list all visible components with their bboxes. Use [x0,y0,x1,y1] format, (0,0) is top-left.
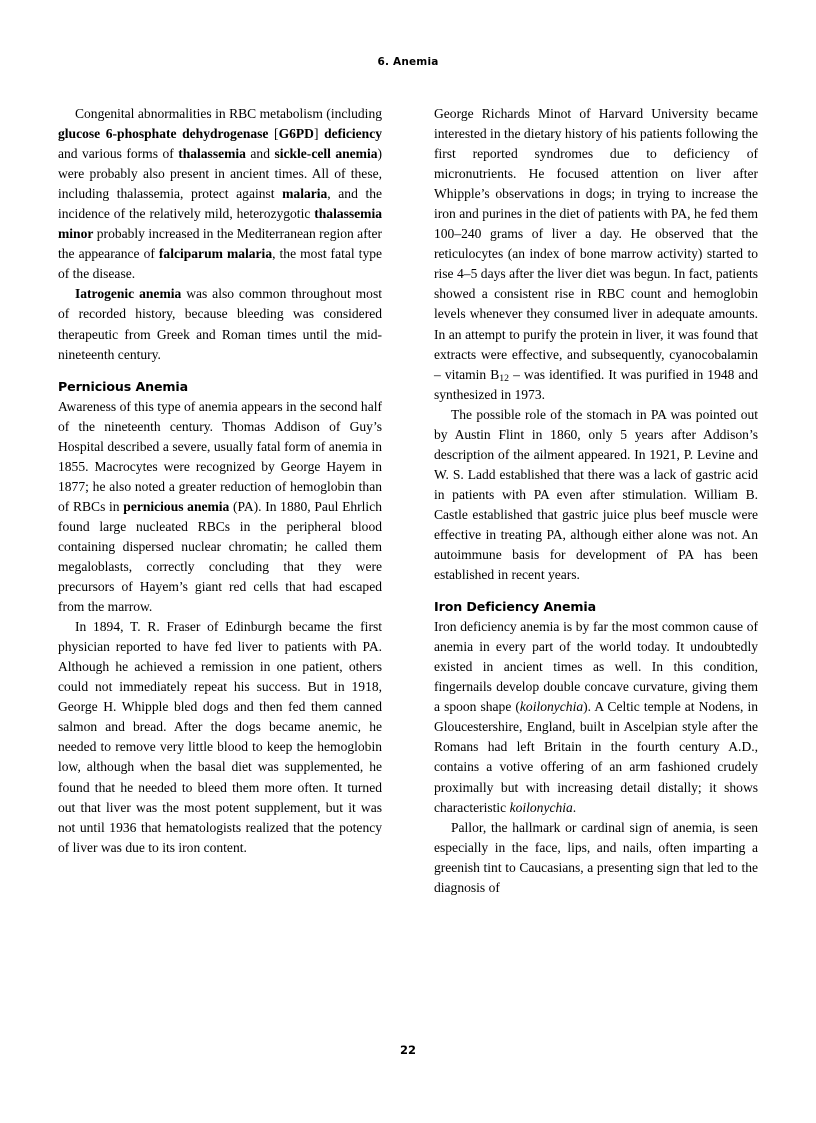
p-iron-def: Iron deficiency anemia is by far the most common cause of anemia in every part of the world today. It undoubtedly existed in ancient times as well. In this condition, fingernails develop double concave curvature, giving them a spoon shape (koilonychia). A Celtic temple at Nodens, in Gloucestershire, England, built in Ascelpian style after the Romans had left Britain in the fourth century A.D., contains a votive offering of an arm fashioned crudely proximally but with increasing detail distally; it shows characteristic koilonychia. [434,619,758,815]
left-column [58,104,382,1019]
section-heading-iron-deficiency-anemia: Iron Deficiency Anemia [434,599,597,615]
p-fraser: In 1894, T. R. Fraser of Edinburgh became the first physician reported to have fed liver to patients with PA. Although he achieved a remission in one patient, others could not immediately repeat his success. But in 1918, George H. Whipple bled dogs and then fed them canned salmon and bread. After the dogs became anemic, he needed to remove very little blood to keep the hemoglobin low, although when the basal diet was supplemented, he found that he needed to bleed them more often. It turned out that liver was the most potent supplement, but it was not until 1936 that hematologists realized that the potency of liver was due to its iron content. [58,619,382,855]
p-iatrogenic: Iatrogenic anemia was also common throughout most of recorded history, because bleeding was considered therapeutic from Greek and Roman times until the mid-nineteenth century. [58,286,382,362]
page-number: 22 [399,1043,416,1057]
p-awareness: Awareness of this type of anemia appears in the second half of the nineteenth century. Thomas Addison of Guy’s Hospital described a severe, usually fatal form of anemia in 1855. Macrocytes were recognized by George Hayem in 1877; he also noted a greater reduction of hemoglobin than of RBCs in pernicious anemia (PA). In 1880, Paul Ehrlich found large nucleated RBCs in the peripheral blood containing dispersed nuclear chromatin; he called them megaloblasts, correctly concluding that they were precursors of Hayem’s giant red cells that had escaped from the marrow. [58,398,382,615]
left-column-paragraphs-before-heading [58,104,382,365]
right-column-paragraphs-before-heading [434,104,758,585]
p-congenital: Congenital abnormalities in RBC metabolism (including glucose 6-phosphate dehydrogenase [G6PD] deficiency and various forms of thalassemia and sickle-cell anemia) were probably also present in ancient times. All of these, including thalassemia, protect against malaria, and the incidence of the relatively mild, heterozygotic thalassemia minor probably increased in the Mediterranean region after the appearance of falciparum malaria, the most fatal type of the disease. [58,106,382,282]
body-columns [58,104,758,1019]
section-heading-pernicious-anemia: Pernicious Anemia [58,378,189,394]
right-column [434,104,758,1019]
p-minot: George Richards Minot of Harvard University became interested in the dietary history of his patients following the first reported syndromes due to deficiency of micronutrients. He focused attention on liver after Whipple’s observations in dogs; in trying to increase the iron and purines in the diet of patients with PA, he fed them 100–240 grams of liver a day. He observed that the reticulocytes (an index of bone marrow activity) started to rise 4–5 days after the liver diet was begun. In fact, patients showed a consistent rise in RBC count and hemoglobin levels whenever they consumed liver in adequate amounts. In an attempt to purify the protein in liver, it was found that extracts were effective, and subsequently, cyanocobalamin – vitamin $B_{12}$ – was identified. It was purified in 1948 and synthesized in 1973. [434,106,758,402]
p-pallor: Pallor, the hallmark or cardinal sign of anemia, is seen especially in the face, lips, and nails, often imparting a greenish tint to Caucasians, a presenting sign that led to the diagnosis of [434,819,758,895]
running-head: 6. Anemia [377,56,439,68]
p-stomach: The possible role of the stomach in PA was pointed out by Austin Flint in 1860, only 5 years after Addison’s description of the ailment appeared. In 1921, P. Levine and W. S. Ladd established that there was a lack of gastric acid in patients with PA even after stimulation. William B. Castle established that gastric juice plus beef muscle were effective in treating PA, although either alone was not. An autoimmune basis for development of PA has been established in recent years. [434,406,758,583]
right-column-paragraphs-after-heading [434,617,758,898]
left-column-paragraphs-after-heading [58,397,382,858]
